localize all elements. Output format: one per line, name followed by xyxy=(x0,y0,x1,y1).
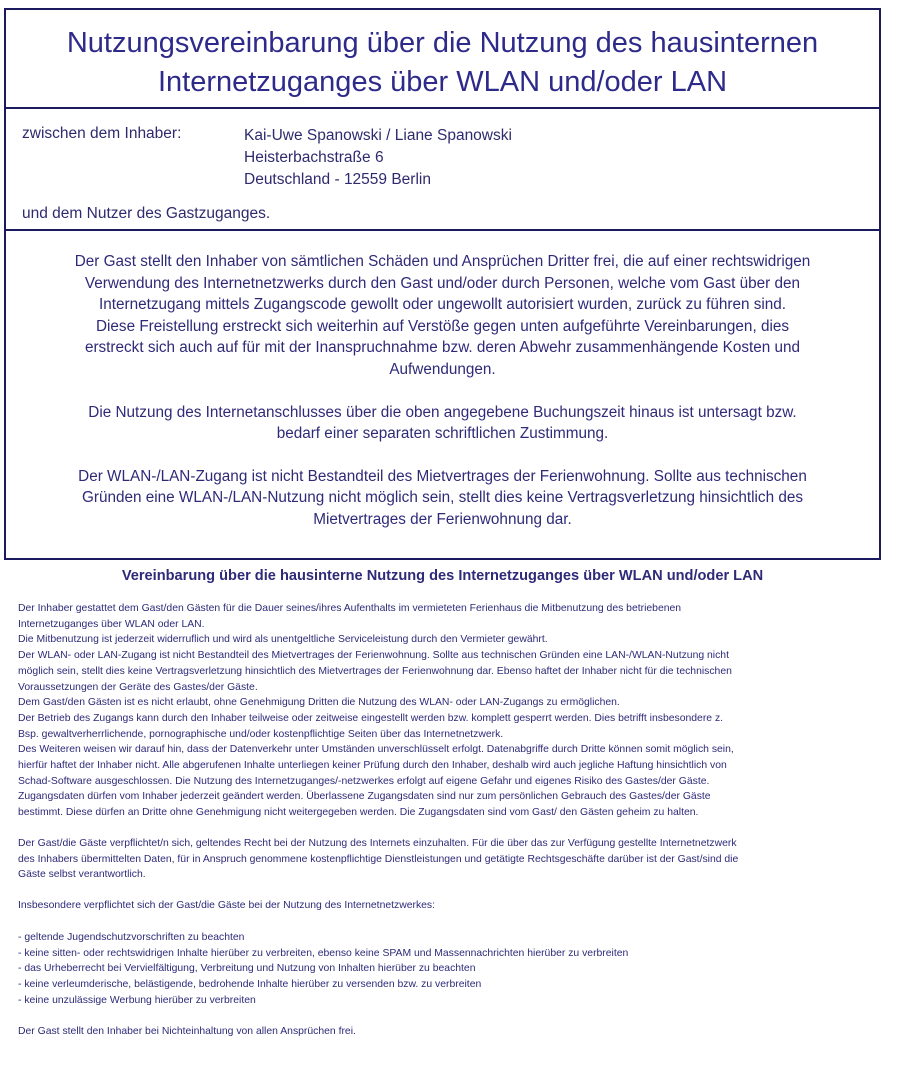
closing-statement: Der Gast stellt den Inhaber bei Nichteinhaltung von allen Ansprüchen frei. xyxy=(18,1026,356,1037)
text-line: Der Inhaber gestattet dem Gast/den Gästen für die Dauer seines/ihres Aufenthalts im vermieteten Ferienhaus die Mitbenutzung des betriebenen xyxy=(18,603,682,614)
text-line: Der WLAN-/LAN-Zugang ist nicht Bestandteil des Mietvertrages der Ferienwohnung. Sollte aus technischen xyxy=(78,467,807,485)
obligation-item: - das Urheberrecht bei Vervielfältigung, Verbreitung und Nutzung von Inhalten hierüber zu beachten xyxy=(18,963,476,975)
text-line: bestimmt. Diese dürfen an Dritte ohne Genehmigung nicht weitergegeben werden. Die Zugangsdaten sind vom Gast/ den Gästen geheim zu halten. xyxy=(18,807,699,819)
obligation-item: - keine unzulässige Werbung hierüber zu verbreiten xyxy=(18,994,256,1006)
owner-address xyxy=(244,125,512,191)
text-line: Der Betrieb des Zugangs kann durch den Inhaber teilweise oder zeitweise eingestellt werden bzw. komplett gesperrt werden. Dies betrifft insbesondere z. xyxy=(18,712,724,724)
text-line: Schad-Software ausgeschlossen. Die Nutzung des Internetzuganges/-netzwerkes erfolgt auf eigene Gefahr und eigenes Risiko des Gastes/der Gäste. xyxy=(18,775,710,787)
text-line: Der WLAN- oder LAN-Zugang ist nicht Bestandteil des Mietvertrages der Ferienwohnung. Sollte aus technischen Gründen eine LAN-/WLAN-Nutzung nicht xyxy=(18,650,729,662)
obligations-list xyxy=(18,930,888,1009)
text-line: Der Gast stellt den Inhaber von sämtlichen Schäden und Ansprüchen Dritter frei, die auf einer rechtswidrigen xyxy=(74,253,811,270)
guest-user-line: und dem Nutzer des Gastzuganges. xyxy=(22,205,271,222)
obligations-intro: Insbesondere verpflichtet sich der Gast/die Gäste bei der Nutzung des Internetnetzwerkes: xyxy=(18,900,436,911)
text-line: Zugangsdaten dürfen vom Inhaber jederzeit geändert werden. Überlassene Zugangsdaten sind nur zum persönlichen Gebrauch des Gastes/der Gäste xyxy=(18,791,711,803)
text-line: bedarf einer separaten schriftlichen Zustimmung. xyxy=(276,425,609,443)
text-line: des Inhabers übermittelten Daten, für in Anspruch genommene kostenpflichtige Dienstleistungen und getätigte Rechtsgeschäfte darüber ist der Gast/sind die xyxy=(18,853,739,865)
text-line: Internetzuganges über WLAN oder LAN. xyxy=(18,618,205,630)
text-line: Diese Freistellung erstreckt sich weiterhin auf Verstöße gegen unten aufgeführte Vereinbarungen, dies xyxy=(95,317,790,335)
title-line-1: Nutzungsvereinbarung über die Nutzung des hausinternen xyxy=(66,27,819,59)
owner-name: Kai-Uwe Spanowski / Liane Spanowski xyxy=(244,127,512,144)
terms-section xyxy=(6,231,879,558)
text-line: Mietvertrages der Ferienwohnung dar. xyxy=(313,510,572,528)
text-line: Gäste selbst verantwortlich. xyxy=(18,869,146,881)
obligation-item: - keine verleumderische, belästigende, bedrohende Inhalte hierüber zu versenden bzw. zu verbreiten xyxy=(18,979,482,991)
document-title xyxy=(6,10,879,102)
text-line: Gründen eine WLAN-/LAN-Nutzung nicht möglich sein, stellt dies keine Vertragsverletzung hinsichtlich des xyxy=(81,489,803,507)
title-line-2: Internetzuganges über WLAN und/oder LAN xyxy=(157,66,728,98)
text-line: Die Nutzung des Internetanschlusses über die oben angegebene Buchungszeit hinaus ist untersagt bzw. xyxy=(88,403,797,421)
text-line: Die Mitbenutzung ist jederzeit widerruflich und wird als unentgeltliche Serviceleistung durch den Vermieter gewährt. xyxy=(18,634,548,646)
text-line: hierfür haftet der Inhaber nicht. Alle abgerufenen Inhalte unterliegen keiner Prüfung durch den Inhaber, deshalb wird auch jegliche Haftung hinsichtlich von xyxy=(18,760,727,772)
text-line: Der Gast/die Gäste verpflichtet/n sich, geltendes Recht bei der Nutzung des Internets einzuhalten. Für die über das zur Verfügung gestellte Internetnetzwerk xyxy=(18,838,737,849)
text-line: möglich sein, stellt dies keine Vertragsverletzung hinsichtlich des Mietvertrages der Ferienwohnung dar. Ebenso haftet der Inhaber nicht für die technischen xyxy=(18,665,732,677)
usage-terms-block xyxy=(18,601,888,821)
owner-label: zwischen dem Inhaber: xyxy=(22,125,182,142)
text-line: Verwendung des Internetnetzwerks durch den Gast und/oder durch Personen, welche vom Gast über den xyxy=(84,274,801,292)
title-box xyxy=(6,10,879,109)
text-line: Bsp. gewaltverherrlichende, pornographische und/oder kostenpflichtige Seiten über das Internetnetzwerk. xyxy=(18,728,504,740)
terms-booking-period-paragraph xyxy=(6,402,879,445)
legal-responsibility-block xyxy=(18,836,888,883)
terms-rental-contract-paragraph xyxy=(6,466,879,531)
text-line: Des Weiteren weisen wir darauf hin, dass der Datenverkehr unter Umständen unverschlüsselt erfolgt. Datenabgriffe durch Dritte können somit möglich sein, xyxy=(18,744,734,756)
owner-city: Deutschland - 12559 Berlin xyxy=(244,171,431,188)
obligation-item: - geltende Jugendschutzvorschriften zu beachten xyxy=(18,932,245,943)
text-line: Aufwendungen. xyxy=(389,360,496,378)
text-line: Dem Gast/den Gästen ist es nicht erlaubt, ohne Genehmigung Dritten die Nutzung des WLAN- oder LAN-Zugangs zu ermöglichen. xyxy=(18,697,620,709)
terms-indemnity-paragraph xyxy=(6,231,879,381)
text-line: Voraussetzungen der Geräte des Gastes/der Gäste. xyxy=(18,681,258,693)
parties-section xyxy=(6,109,879,231)
obligation-item: - keine sitten- oder rechtswidrigen Inhalte hierüber zu verbreiten, ebenso keine SPAM und Massennachrichten hierüber zu verbreiten xyxy=(18,947,629,959)
text-line: Internetzugang mittels Zugangscode gewollt oder ungewollt autorisiert wurden, zurück zu führen sind. xyxy=(98,296,787,314)
agreement-subtitle: Vereinbarung über die hausinterne Nutzung des Internetzuganges über WLAN und/oder LAN xyxy=(121,568,764,584)
owner-street: Heisterbachstraße 6 xyxy=(244,149,384,166)
text-line: erstreckt sich auch auf für mit der Inanspruchnahme bzw. deren Abwehr zusammenhängende Kosten und xyxy=(84,339,801,357)
agreement-frame xyxy=(4,8,881,560)
